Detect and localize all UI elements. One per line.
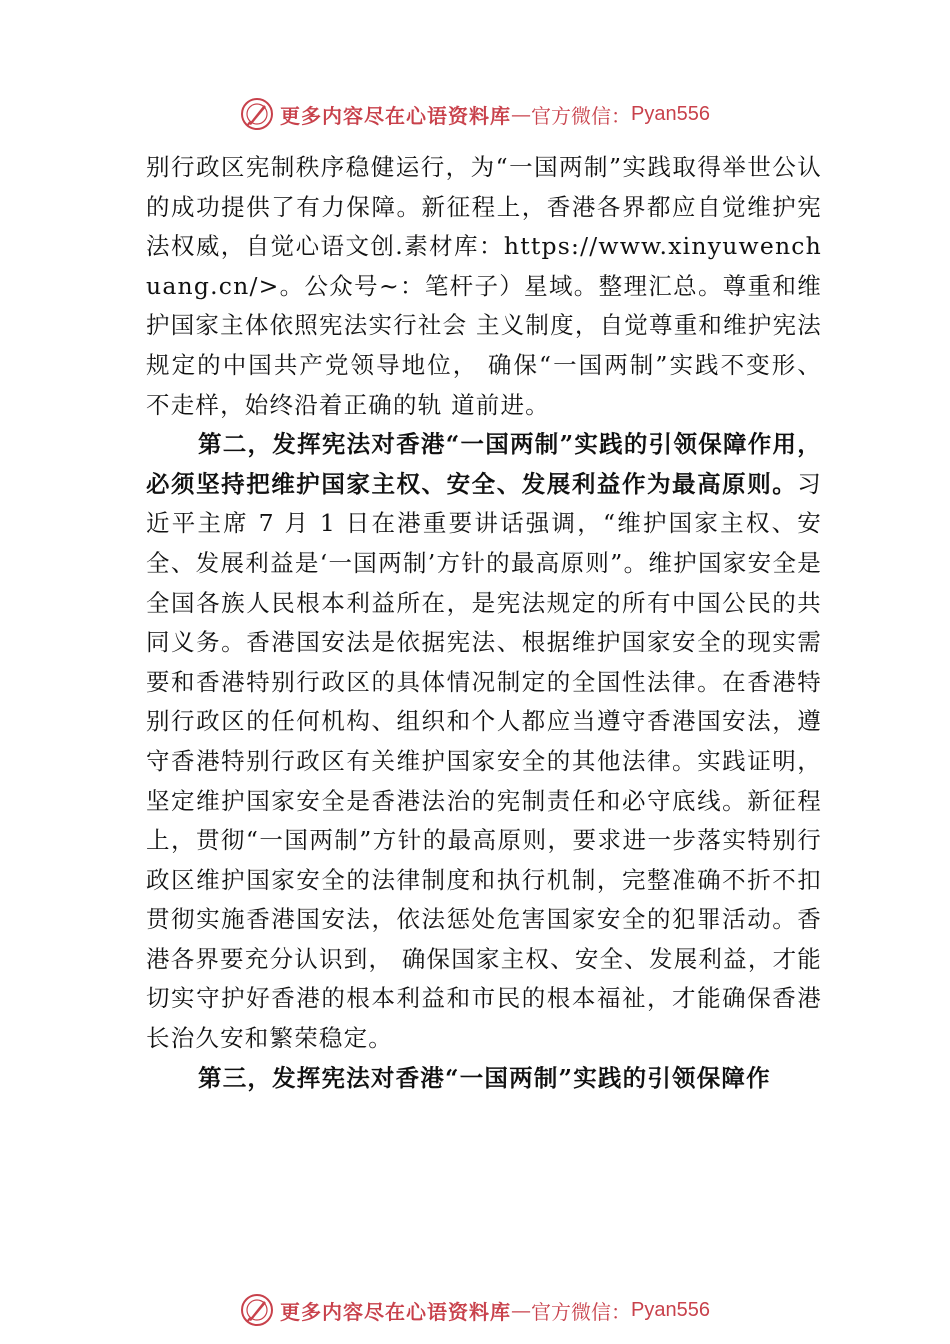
quill-logo-icon <box>240 97 274 131</box>
watermark-brand-text: 更多内容尽在心语资料库 <box>280 103 512 128</box>
watermark-separator: — <box>511 1298 532 1322</box>
watermark-official-label: 官方微信： <box>531 103 632 128</box>
paragraph-text: 别行政区宪制秩序稳健运行，为“一国两制”实践取得举世公认的成功提供了有力保障。新征程上，香港各界都应自觉维护宪法权威，自觉心语文创.素材库：https://www.xinyuwenchuang.cn/>。公众号~：笔杆子）星域。整理汇总。尊重和维护国家主体依照宪法实行社会 主义制度，自觉尊重和维护宪法规定的中国共产党领导地位， 确保“一国两制”实践不变形、不走样，始终沿着正确的轨 道前进。 <box>146 153 822 419</box>
paragraph-continuation <box>146 148 822 425</box>
watermark-brand-text: 更多内容尽在心语资料库 <box>280 1299 512 1324</box>
footer-watermark <box>0 1290 950 1330</box>
watermark-wechat-id: Pyan556 <box>631 102 710 125</box>
paragraph-lead-heading: 第三，发挥宪法对香港“一国两制”实践的引领保障作 <box>198 1063 771 1092</box>
header-watermark <box>0 94 950 134</box>
paragraph-third-point <box>146 1059 822 1099</box>
paragraph-text: 习近平主席 7 月 1 日在港重要讲话强调，“维护国家主权、安全、发展利益是‘一国两制’方针的最高原则”。维护国家安全是全国各族人民根本利益所在，是宪法规定的所有中国公民的共同义务。香港国安法是依据宪法、根据维护国家安全的现实需要和香港特别行政区的具体情况制定的全国性法律。在香港特别行政区的任何机构、组织和个人都应当遵守香港国安法，遵守香港特别行政区有关维护国家安全的其他法律。实践证明，坚定维护国家安全是香港法治的宪制责任和必守底线。新征程上，贯彻“一国两制”方针的最高原则，要求进一步落实特别行政区维护国家安全的法律制度和执行机制，完整准确不折不扣贯彻实施香港国安法，依法惩处危害国家安全的犯罪活动。香港各界要充分认识到， 确保国家主权、安全、发展利益，才能切实守护好香港的根本利益和市民的根本福祉，才能确保香港长治久安和繁荣稳定。 <box>146 469 822 1053</box>
watermark-separator: — <box>511 102 532 126</box>
document-body <box>146 148 822 1098</box>
paragraph-lead-heading: 第二，发挥宪法对香港“一国两制”实践的引领保障作用，必须坚持把维护国家主权、安全、发展利益作为最高原则。 <box>146 430 822 498</box>
watermark-wechat-id: Pyan556 <box>631 1298 710 1321</box>
watermark-official-label: 官方微信： <box>531 1299 632 1324</box>
quill-logo-icon <box>240 1293 274 1327</box>
paragraph-second-point <box>146 425 822 1059</box>
